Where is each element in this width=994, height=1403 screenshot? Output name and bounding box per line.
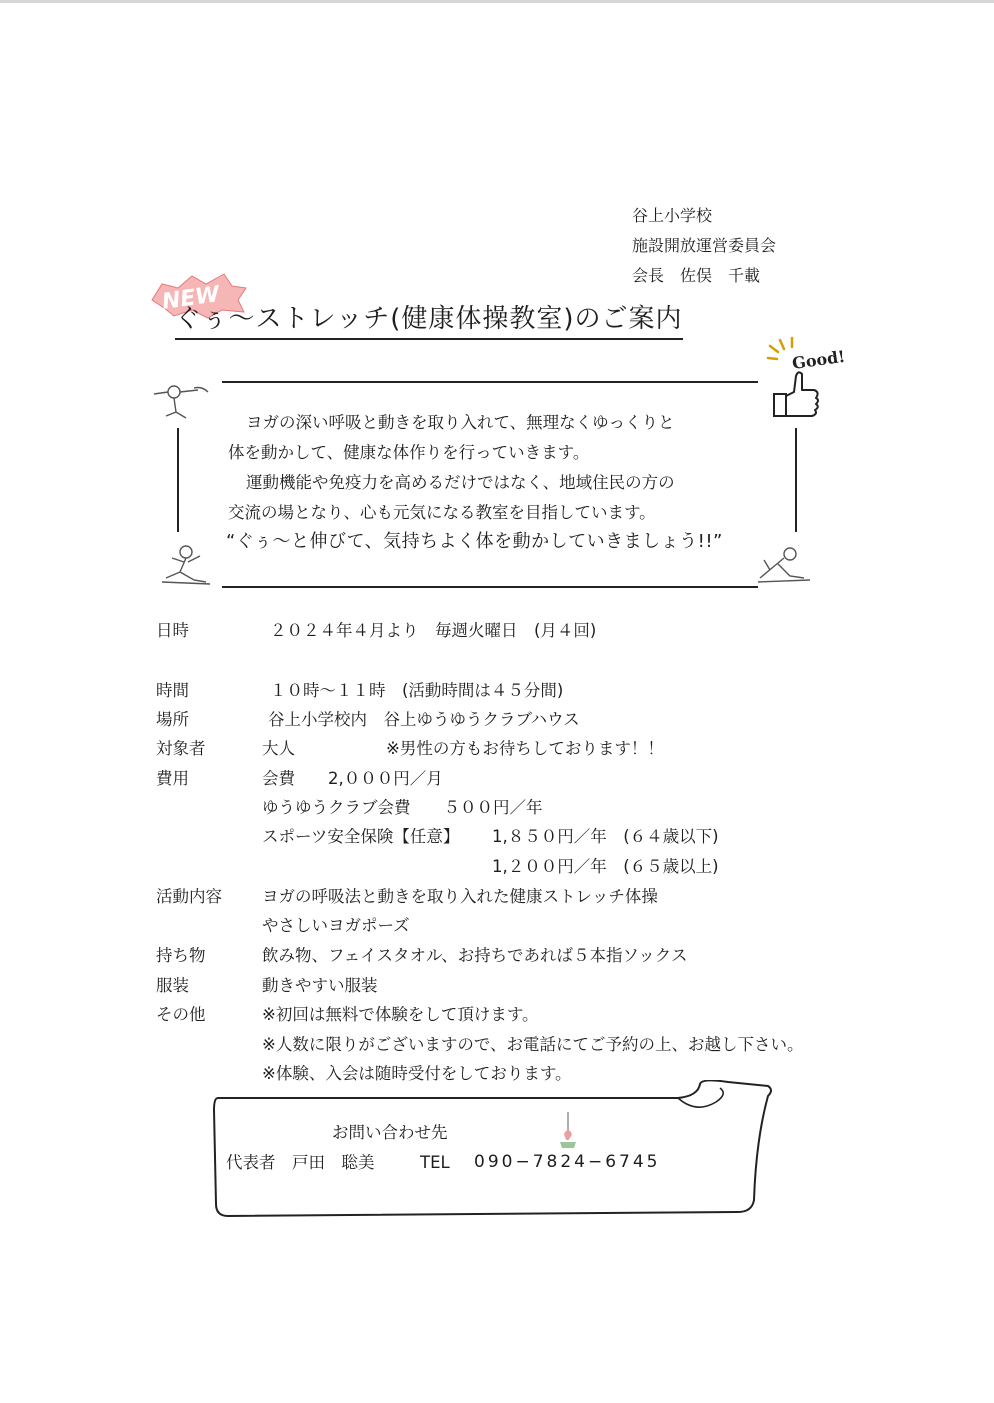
intro-line-3: 運動機能や免疫力を高めるだけではなく、地域住民の方の — [246, 473, 675, 492]
target-label: 対象者 — [156, 739, 206, 758]
intro-line-4: 交流の場となり、心も元気になる教室を目指しています。 — [228, 503, 656, 522]
time-label: 時間 — [156, 681, 189, 700]
other-label: その他 — [156, 1005, 206, 1024]
new-badge-text: NEW — [160, 282, 222, 315]
target-note: ※男性の方もお待ちしております！！ — [386, 739, 664, 758]
fee-line-4-value: 1,２００円／年 (６５歳以上) — [492, 857, 719, 876]
good-text: Good! — [790, 346, 847, 373]
candle-icon — [560, 1112, 576, 1148]
fee-line-1: 会費 2,０００円／月 — [262, 769, 443, 788]
place-value: 谷上小学校内 谷上ゆうゆうクラブハウス — [268, 710, 580, 729]
target-value: 大人 — [262, 739, 295, 758]
intro-line-2: 体を動かして、健康な体作りを行っていきます。 — [228, 443, 590, 462]
belongings-label: 持ち物 — [156, 946, 206, 965]
datetime-value: ２０２４年４月より 毎週火曜日 (月４回) — [270, 621, 597, 640]
page-title: ぐぅ～ストレッチ(健康体操教室)のご案内 — [175, 302, 683, 340]
fee-line-3-value: 1,８５０円／年 (６４歳以下) — [492, 827, 719, 846]
stretch-figure-icon — [758, 548, 810, 582]
fee-line-3-label: スポーツ安全保険【任意】 — [262, 827, 460, 846]
belongings-value: 飲み物、フェイスタオル、お持ちであれば５本指ソックス — [262, 946, 688, 965]
activity-line-2: やさしいヨガポーズ — [262, 916, 410, 935]
fee-label: 費用 — [156, 769, 189, 788]
clothing-value: 動きやすい服装 — [262, 976, 378, 995]
stretch-figure-icon — [162, 546, 210, 584]
sender-chair: 会長 佐俣 千載 — [632, 266, 761, 285]
contact-heading: お問い合わせ先 — [332, 1123, 448, 1142]
other-line-3: ※体験、入会は随時受付をしております。 — [262, 1064, 572, 1083]
activity-line-1: ヨガの呼吸法と動きを取り入れた健康ストレッチ体操 — [262, 887, 658, 906]
clothing-label: 服装 — [156, 976, 189, 995]
other-line-2: ※人数に限りがございますので、お電話にてご予約の上、お越し下さい。 — [262, 1035, 804, 1054]
activity-label: 活動内容 — [156, 887, 222, 906]
time-value: １０時～１１時 (活動時間は４５分間) — [270, 681, 564, 700]
sender-committee: 施設開放運営委員会 — [632, 236, 777, 255]
stretch-figure-icon — [154, 386, 208, 418]
intro-line-1: ヨガの深い呼吸と動きを取り入れて、無理なくゆっくりと — [246, 413, 675, 432]
datetime-label: 日時 — [156, 621, 189, 640]
place-label: 場所 — [156, 710, 189, 729]
contact-tel: 090−7824−6745 — [474, 1152, 661, 1172]
fee-line-2: ゆうゆうクラブ会費 ５００円／年 — [262, 798, 543, 817]
contact-rep: 代表者 戸田 聡美 — [226, 1153, 375, 1172]
slogan: “ぐぅ～と伸びて、気持ちよく体を動かしていきましょう!!” — [226, 531, 723, 552]
other-line-1: ※初回は無料で体験をして頂けます。 — [262, 1005, 539, 1024]
sender-school: 谷上小学校 — [632, 206, 713, 225]
contact-tel-label: TEL — [420, 1153, 450, 1172]
scan-edge — [0, 0, 994, 3]
